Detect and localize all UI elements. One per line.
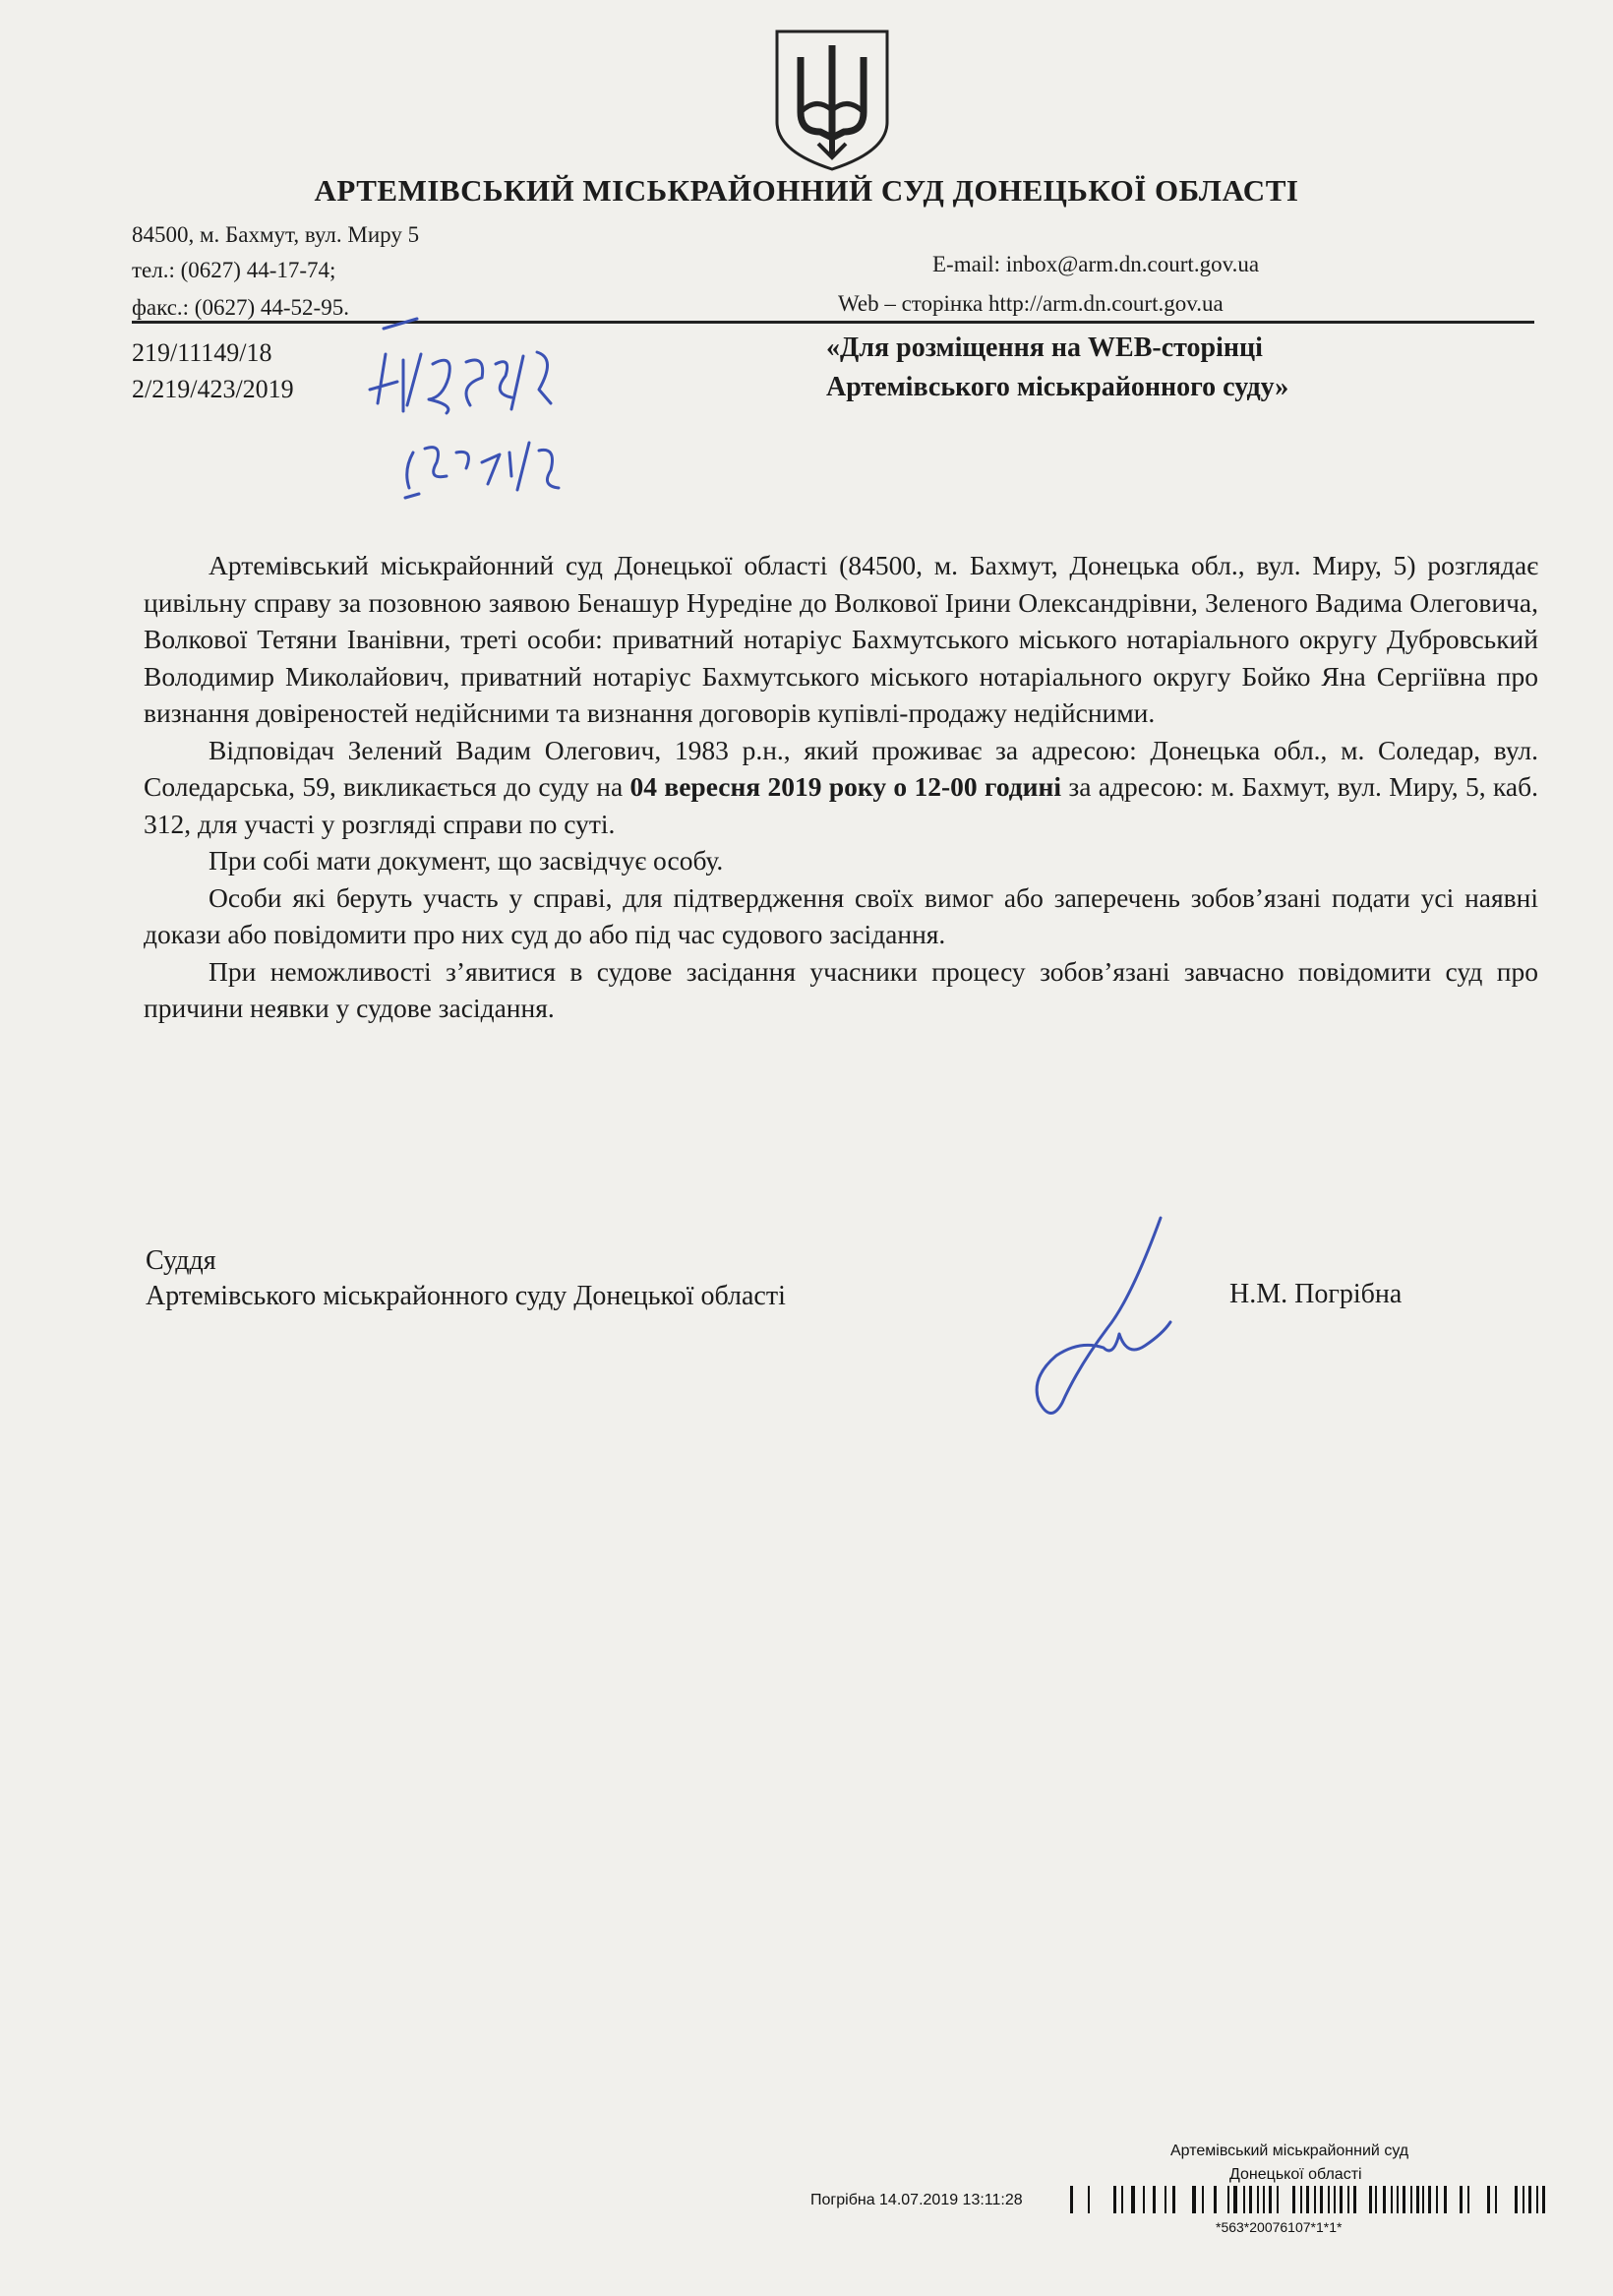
court-title: АРТЕМІВСЬКИЙ МІСЬКРАЙОННИЙ СУД ДОНЕЦЬКОЇ ОБЛАСТІ [314, 173, 1299, 208]
court-website: Web – сторінка http://arm.dn.court.gov.ua [838, 291, 1224, 316]
judge-name: Н.М. Погрібна [1229, 1279, 1403, 1309]
body-paragraph-4: Особи які беруть участь у справі, для підтвердження своїх вимог або заперечень зобов’язані подати усі наявні докази або повідомити про них суд до або під час судового засідання. [144, 881, 1538, 949]
signature-title: Суддя [146, 1245, 216, 1276]
barcode-number: *563*20076107*1*1* [1216, 2219, 1343, 2235]
court-phone: тел.: (0627) 44-17-74; [132, 258, 336, 282]
handwritten-registration-note [364, 295, 629, 521]
signature-court: Артемівського міськрайонного суду Донецької області [146, 1281, 786, 1311]
court-fax: факс.: (0627) 44-52-95. [132, 295, 349, 320]
registration-barcode [1070, 2182, 1552, 2217]
summons-body [144, 547, 1538, 1027]
case-number-1: 219/11149/18 [132, 338, 272, 367]
header-divider [132, 321, 1534, 324]
stamp-court-line2: Донецької області [1229, 2166, 1362, 2183]
body-paragraph-5: При неможливості з’явитися в судове засідання учасники процесу зобов’язані завчасно повідомити суд про причини неявки у судове засідання. [144, 955, 1538, 1023]
hearing-datetime: 04 вересня 2019 року о 12-00 годині [629, 771, 1062, 802]
court-address: 84500, м. Бахмут, вул. Миру 5 [132, 222, 420, 247]
web-publication-note-line1: «Для розміщення на WEB-сторінці [826, 332, 1263, 363]
body-paragraph-1: Артемівський міськрайонний суд Донецької області (84500, м. Бахмут, Донецька обл., вул. Миру, 5) розглядає цивільну справу за позовною заявою Бенашур Нуредіне до Волкової Ірини Олександрівни, Зеленого Вадима Олеговича, Волкової Тетяни Іванівни, треті особи: приватний нотаріус Бахмутського міського нотаріального округу Дубровський Володимир Миколайович, приватний нотаріус Бахмутського міського нотаріального округу Бойко Яна Сергіївна про визнання довіреностей недійсними та визнання договорів купівлі-продажу недійсними. [144, 550, 1538, 728]
case-number-2: 2/219/423/2019 [132, 375, 294, 403]
hearing-address-text: за адресою: м. Бахмут, вул. Миру, 5, каб. 312, для участі у розгляді справи по суті. [144, 771, 1538, 839]
body-paragraph-2 [144, 732, 1538, 843]
web-publication-note-line2: Артемівського міськрайонного суду» [826, 372, 1289, 402]
stamp-court-line1: Артемівський міськрайонний суд [1170, 2143, 1409, 2159]
court-email: E-mail: inbox@arm.dn.court.gov.ua [932, 252, 1260, 276]
coat-of-arms-icon [771, 28, 893, 173]
judge-signature [1013, 1210, 1210, 1426]
defendant-text: Відповідач Зелений Вадим Олегович, 1983 р.н., який проживає за адресою: Донецька обл., м. Соледар, вул. Соледарська, 59, викликається до суду на [144, 734, 1538, 802]
stamp-registration: Погрібна 14.07.2019 13:11:28 [810, 2192, 1023, 2208]
body-paragraph-3: При собі мати документ, що засвідчує особу. [209, 845, 724, 876]
